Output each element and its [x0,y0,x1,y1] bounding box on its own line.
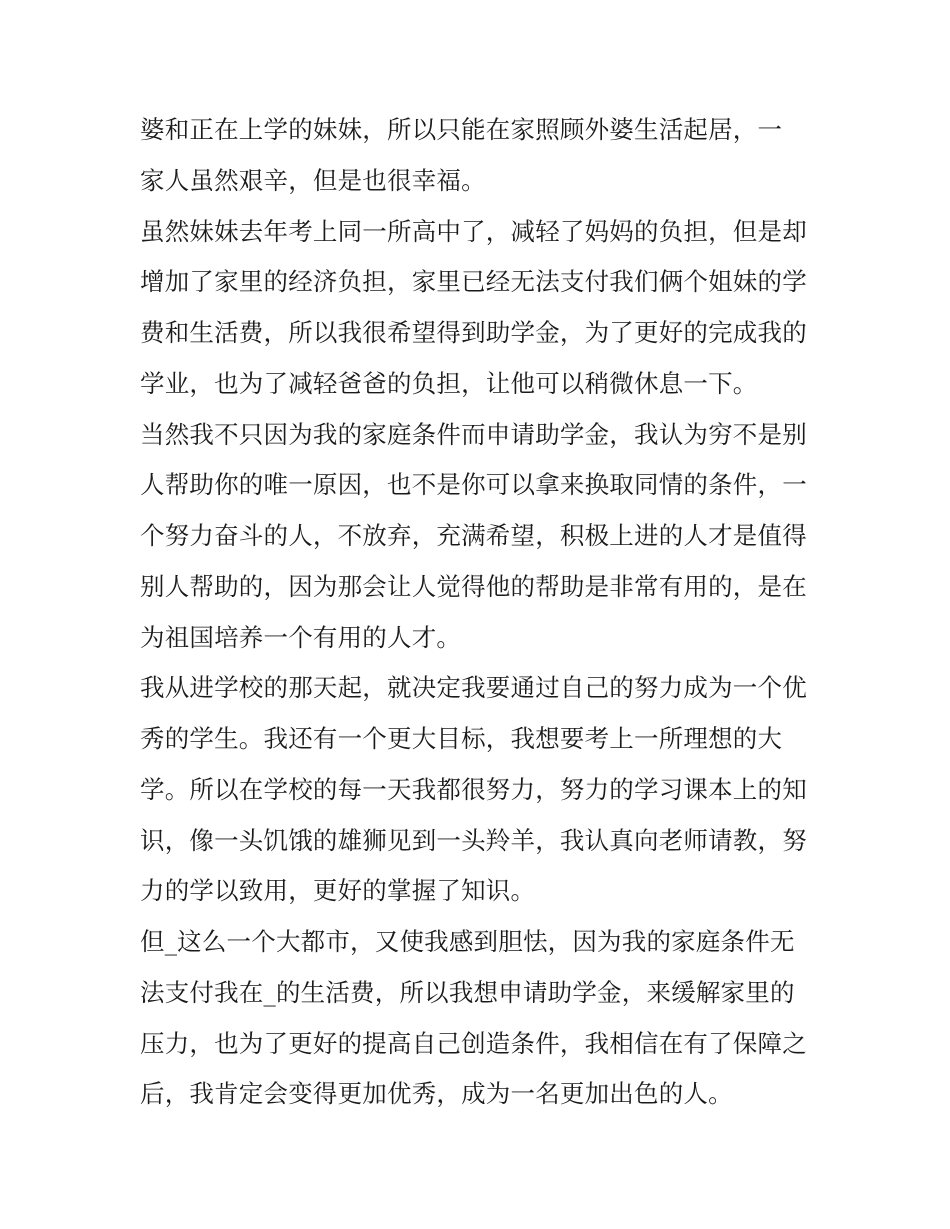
text-line: 压力，也为了更好的提高自己创造条件，我相信在有了保障之 [140,1029,807,1058]
text-line: 别人帮助的，因为那会让人觉得他的帮助是非常有用的，是在 [140,572,807,601]
text-line: 后，我肯定会变得更加优秀，成为一名更加出色的人。 [140,1079,733,1108]
text-line: 家人虽然艰辛，但是也很幸福。 [140,166,486,195]
text-line: 我从进学校的那天起，就决定我要通过自己的努力成为一个优 [140,673,807,702]
text-line: 当然我不只因为我的家庭条件而申请助学金，我认为穷不是别 [140,420,807,449]
text-line: 力的学以致用，更好的掌握了知识。 [140,876,536,905]
text-line: 增加了家里的经济负担，家里已经无法支付我们俩个姐妹的学 [140,267,807,296]
text-line: 法支付我在_的生活费，所以我想申请助学金，来缓解家里的 [140,978,795,1007]
text-line: 秀的学生。我还有一个更大目标，我想要考上一所理想的大 [140,724,783,753]
text-line: 个努力奋斗的人，不放弃，充满希望，积极上进的人才是值得 [140,521,807,550]
text-line: 学。所以在学校的每一天我都很努力，努力的学习课本上的知 [140,775,807,804]
text-line: 婆和正在上学的妹妹，所以只能在家照顾外婆生活起居，一 [140,115,783,144]
text-line: 为祖国培养一个有用的人才。 [140,623,462,652]
text-line: 费和生活费，所以我很希望得到助学金，为了更好的完成我的 [140,318,807,347]
text-line: 识，像一头饥饿的雄狮见到一头羚羊，我认真向老师请教，努 [140,826,807,855]
text-line: 但_这么一个大都市，又使我感到胆怯，因为我的家庭条件无 [140,927,795,956]
text-line: 虽然妹妹去年考上同一所高中了，减轻了妈妈的负担，但是却 [140,217,807,246]
text-line: 学业，也为了减轻爸爸的负担，让他可以稍微休息一下。 [140,369,758,398]
text-line: 人帮助你的唯一原因，也不是你可以拿来换取同情的条件，一 [140,470,807,499]
